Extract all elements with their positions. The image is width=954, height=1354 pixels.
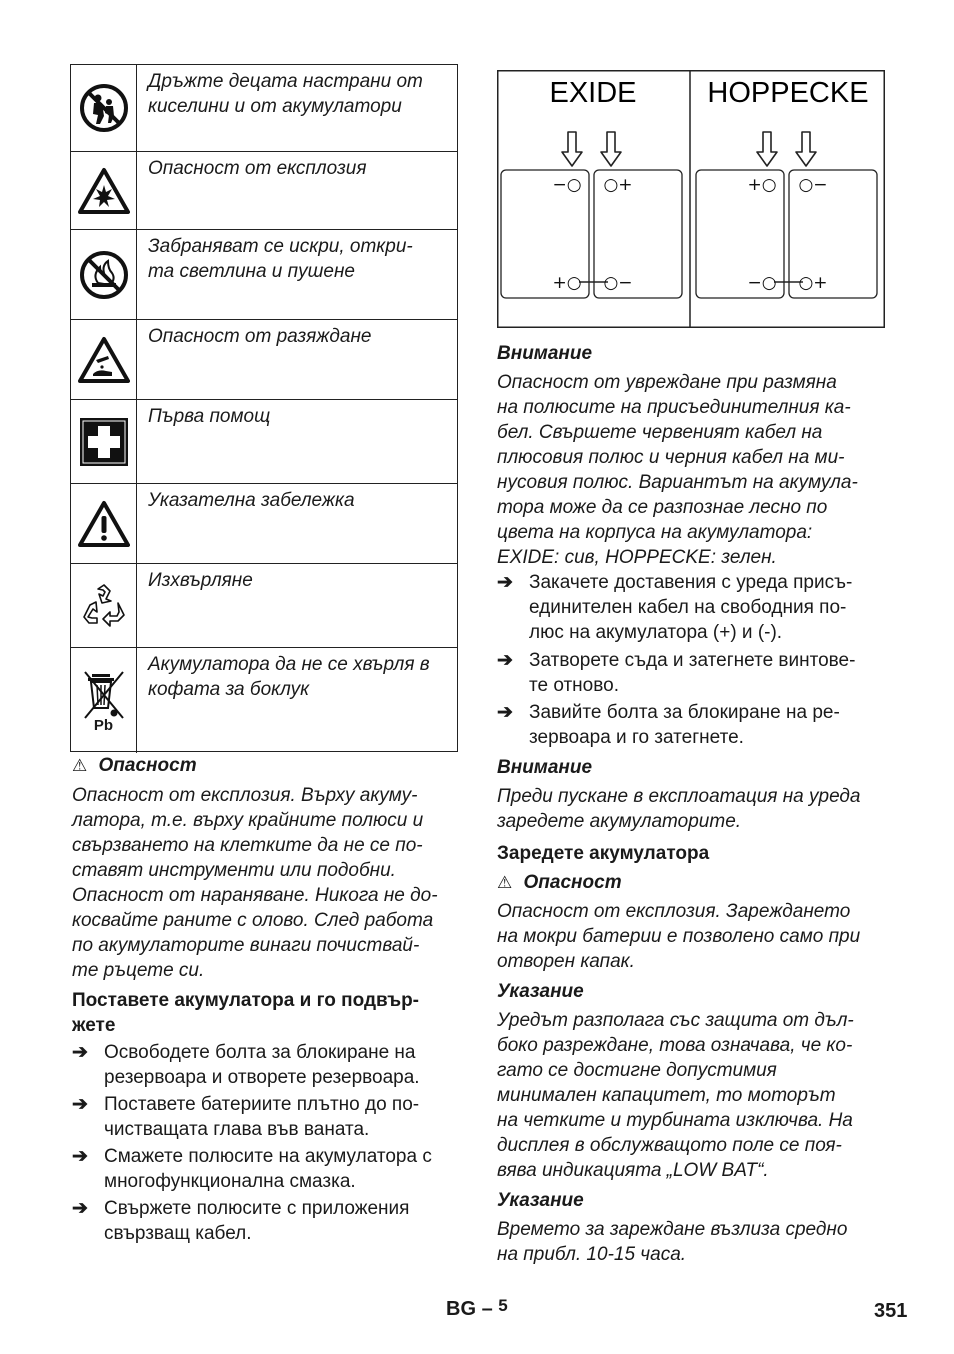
symbol-text: Опасност от разяждане xyxy=(148,326,372,347)
attention-text: Преди пускане в експлоатация на уреда заредете акумулаторите. xyxy=(497,786,861,832)
danger-heading: ⚠ Опасност xyxy=(497,872,622,893)
symbol-text: Опасност от експлозия xyxy=(148,158,367,179)
section-heading: Заредете акумулатора xyxy=(497,843,710,864)
arrow-icon: ➔ xyxy=(72,1198,88,1219)
explosion-hazard-icon xyxy=(71,152,137,229)
symbol-row xyxy=(71,319,457,399)
section-heading: Поставете акумулатора и го подвър- жете xyxy=(72,990,420,1036)
terminal-label: ○− xyxy=(798,175,828,195)
attention-heading: Внимание xyxy=(497,757,593,778)
symbol-row xyxy=(71,399,457,483)
symbol-row xyxy=(71,229,457,319)
symbol-row xyxy=(71,483,457,563)
danger-heading: ⚠ Опасност xyxy=(72,755,197,776)
symbol-text: Забраняват се искри, откри- та светлина и пушене xyxy=(148,236,413,282)
symbol-text: Изхвърляне xyxy=(148,570,253,591)
symbol-text: Указателна забележка xyxy=(148,490,355,511)
terminal-label: ○− xyxy=(603,273,633,293)
arrow-icon: ➔ xyxy=(72,1146,88,1167)
first-aid-icon xyxy=(71,400,137,483)
terminal-label: ○+ xyxy=(603,175,633,195)
terminal-label: ○+ xyxy=(798,273,828,293)
keep-children-away-icon xyxy=(71,65,137,151)
page-number: 351 xyxy=(874,1300,908,1322)
attention-text: Опасност от увреждане при размяна на полюсите на присъединителния ка- бел. Свършете червеният кабел на плюсовия полюс и черния кабел на ми- нусовия полюс. Вариантът на акумула- тора може да се разпознае лесно по цвета на корпуса на акумулатора: EXIDE: сив, HOPPECKE: зелен. xyxy=(497,372,858,568)
terminal-label: +○ xyxy=(747,175,777,195)
note-text: Уредът разполага със защита от дъл- боко разреждане, това означава, че ко- гато се достигне допустимия минимален капацитет, то моторът на четките и турбината изключва. На дисплея в обслужващото поле се поя- вява индикацията „LOW BAT“. xyxy=(497,1010,854,1181)
recycling-icon xyxy=(71,564,137,647)
hoppecke-label: HOPPECKE xyxy=(707,77,869,109)
no-fire-smoking-icon xyxy=(71,230,137,319)
attention-heading: Внимание xyxy=(497,343,593,364)
warning-note-icon xyxy=(71,484,137,563)
exide-label: EXIDE xyxy=(549,77,637,109)
symbol-text: Първа помощ xyxy=(148,406,271,427)
symbol-row xyxy=(71,151,457,229)
danger-text: Опасност от експлозия. Върху акуму- латора, т.е. върху крайните полюси и свързването на клетките да не се по- ставят инструменти или подобни. Опасност от нараняване. Никога не до- косвайте раните с олово. След работа по акумулаторите винаги почиствай- те ръцете си. xyxy=(72,785,438,981)
pb-label: Pb xyxy=(93,717,114,734)
battery-polarity-diagram xyxy=(497,70,885,328)
symbol-text: Дръжте децата настрани от киселини и от акумулатори xyxy=(148,71,423,117)
warning-icon: ⚠ xyxy=(72,756,88,775)
symbol-text: Акумулатора да не се хвърля в кофата за боклук xyxy=(148,654,430,700)
symbol-row xyxy=(71,563,457,647)
arrow-icon: ➔ xyxy=(497,702,513,723)
arrow-icon: ➔ xyxy=(497,650,513,671)
no-trash-bin-icon xyxy=(71,648,137,753)
danger-text: Опасност от експлозия. Зареждането на мокри батерии е позволено само при отворен капак. xyxy=(497,901,861,972)
note-text: Времето за зареждане възлиза средно на прибл. 10-15 часа. xyxy=(497,1219,848,1265)
terminal-label: +○ xyxy=(552,273,582,293)
symbol-row xyxy=(71,65,457,151)
symbol-row xyxy=(71,647,457,753)
arrow-icon: ➔ xyxy=(497,572,513,593)
note-heading: Указание xyxy=(497,1190,584,1211)
arrow-icon: ➔ xyxy=(72,1042,88,1063)
terminal-label: −○ xyxy=(747,273,777,293)
corrosion-hazard-icon xyxy=(71,320,137,399)
terminal-label: −○ xyxy=(552,175,582,195)
note-heading: Указание xyxy=(497,981,584,1002)
symbol-table xyxy=(70,64,458,752)
footer-section-label: BG – $^5$ xyxy=(446,1296,508,1320)
warning-icon: ⚠ xyxy=(497,873,513,892)
arrow-icon: ➔ xyxy=(72,1094,88,1115)
